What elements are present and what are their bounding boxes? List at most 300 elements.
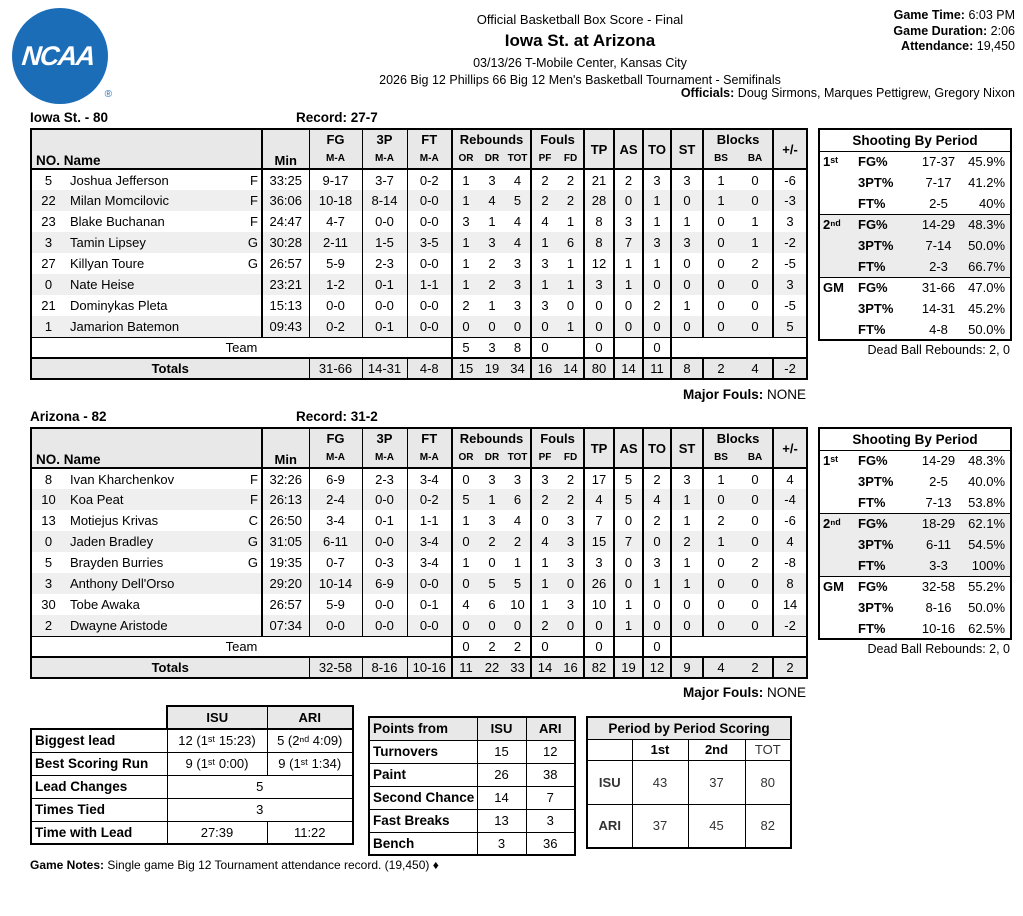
player-name: Jamarion Batemon (70, 318, 180, 334)
leads-row (31, 752, 353, 775)
team-to: 0 (643, 636, 671, 657)
stat-pf: 4 (531, 211, 558, 232)
col-header-fg-ma: M-A (309, 149, 362, 169)
stat-oreb: 0 (452, 615, 479, 636)
shoot-stat: FG% (858, 154, 888, 170)
shoot-pct: 62.5% (968, 620, 1006, 636)
team-oreb: 0 (452, 636, 479, 657)
stat-to: 0 (643, 615, 671, 636)
stat-dreb: 2 (488, 256, 496, 271)
totals-plus-minus: 2 (773, 657, 807, 678)
shoot-pct: 47.0% (966, 277, 1011, 298)
stat-oreb: 1 (452, 552, 479, 573)
team1-record: Record: 27-7 (296, 110, 378, 125)
stat-ft: 3-4 (407, 531, 452, 552)
points-from-header-row (369, 717, 575, 740)
stat-treb: 1 (513, 555, 522, 570)
col-header-min: Min (262, 428, 309, 468)
header-center (290, 12, 870, 87)
stat-st: 1 (671, 510, 703, 531)
col-header-fouls: Fouls (531, 129, 584, 149)
col-header-fg: FG (309, 428, 362, 448)
stat-tp: 7 (584, 510, 614, 531)
col-header-min: Min (262, 129, 309, 169)
col-header-fouls: Fouls (531, 428, 584, 448)
col-header-blocks: Blocks (703, 129, 773, 149)
stat-fg: 0-0 (309, 615, 362, 636)
col-header-dr: DR (479, 149, 505, 169)
team2-box-table (30, 427, 808, 679)
player-name-cell (65, 295, 262, 316)
stat-dreb: 1 (488, 298, 496, 313)
shoot-period (819, 193, 857, 214)
totals-tp: 82 (584, 657, 614, 678)
stat-plus-minus: -8 (773, 552, 807, 573)
stat-min: 26:13 (262, 489, 309, 510)
shoot-made-att: 3-3 (911, 555, 966, 576)
player-position: C (248, 513, 258, 528)
totals-pf: 16 (531, 358, 558, 379)
shooting-row (819, 597, 1011, 618)
stat-bs: 0 (703, 552, 738, 573)
player-position: F (250, 214, 258, 229)
game-duration-line (893, 24, 1015, 40)
totals-as: 14 (614, 358, 643, 379)
shoot-period (819, 618, 857, 639)
player-name-wrap (66, 277, 260, 292)
stat-oreb: 0 (452, 316, 479, 337)
stat-fg: 5-9 (309, 253, 362, 274)
stat-fd: 0 (566, 298, 575, 313)
stat-ft: 0-0 (407, 253, 452, 274)
leads-row-label: Times Tied (31, 798, 167, 821)
stat-fd: 2 (566, 471, 575, 487)
stat-treb: 4 (513, 235, 522, 250)
stat-as: 0 (614, 190, 643, 211)
stat-as: 0 (614, 552, 643, 573)
shoot-period: GM (819, 277, 857, 298)
totals-tp: 80 (584, 358, 614, 379)
totals-fd: 16 (558, 657, 584, 678)
stat-ft: 0-0 (407, 211, 452, 232)
player-name-cell (65, 232, 262, 253)
period-scoring-tot: 82 (745, 804, 791, 848)
stat-plus-minus: 5 (773, 316, 807, 337)
player-row (31, 489, 807, 510)
leads-ari-value: 11:22 (267, 821, 353, 844)
player-row (31, 169, 807, 190)
stat-fd: 1 (566, 318, 575, 334)
shoot-pct: 40.0% (968, 474, 1006, 489)
col-header-3p-ma: M-A (362, 149, 407, 169)
player-row (31, 316, 807, 337)
stat-3p: 6-9 (362, 573, 407, 594)
col-header-ba: BA (738, 448, 773, 468)
game-notes-line (30, 858, 439, 872)
stat-tp: 0 (584, 316, 614, 337)
stat-bs: 2 (703, 510, 738, 531)
shoot-stat: FT% (858, 195, 886, 211)
stat-plus-minus: 4 (773, 531, 807, 552)
stat-to: 3 (643, 169, 671, 190)
stat-tp: 21 (584, 169, 614, 190)
team1-box-body (31, 169, 807, 379)
player-name-cell (65, 468, 262, 489)
stat-plus-minus: 4 (773, 468, 807, 489)
totals-3p: 8-16 (362, 657, 407, 678)
stat-fg: 10-18 (309, 190, 362, 211)
stat-3p: 0-1 (362, 510, 407, 531)
stat-bs: 0 (703, 211, 738, 232)
player-name-wrap (66, 256, 260, 271)
period-scoring-2nd: 45 (688, 804, 745, 848)
stat-3p: 0-3 (362, 552, 407, 573)
team-row-filler (671, 636, 807, 657)
period-scoring-1st: 43 (632, 760, 688, 804)
totals-row (31, 657, 807, 678)
leads-shared-value: 5 (167, 775, 353, 798)
points-from-isu: 14 (477, 786, 526, 809)
stat-oreb: 1 (452, 232, 479, 253)
points-from-isu: 13 (477, 809, 526, 832)
player-name: Brayden Burries (70, 555, 164, 570)
player-position: G (247, 534, 258, 549)
stat-oreb: 0 (452, 573, 479, 594)
stat-3p: 0-1 (362, 316, 407, 337)
player-number: 27 (41, 256, 56, 271)
stat-oreb: 0 (452, 468, 479, 489)
stat-ft: 0-2 (407, 169, 452, 190)
stat-min: 30:28 (262, 232, 309, 253)
stat-pf: 1 (531, 573, 558, 594)
stat-dreb: 3 (488, 513, 496, 528)
shoot-period (819, 235, 857, 256)
team1-title-line (30, 110, 806, 126)
team2-box-body (31, 468, 807, 678)
stat-dreb: 1 (488, 214, 496, 229)
col-header-3p-ma: M-A (362, 448, 407, 468)
stat-dreb: 3 (488, 235, 496, 250)
period-scoring-1st: 37 (632, 804, 688, 848)
stat-bs: 1 (703, 468, 738, 489)
game-time-label: Game Time: (893, 8, 965, 22)
stat-as: 0 (614, 295, 643, 316)
player-row (31, 190, 807, 211)
shoot-period: 2ⁿᵈ (819, 214, 857, 235)
col-header-to: TO (643, 428, 671, 468)
stat-fg: 6-11 (309, 531, 362, 552)
leads-row-label: Time with Lead (31, 821, 167, 844)
leads-row (31, 775, 353, 798)
shoot-made-att: 14-29 (921, 453, 956, 469)
stat-pf: 1 (531, 274, 558, 295)
stat-as: 7 (614, 531, 643, 552)
shooting-row (819, 235, 1011, 256)
player-name-wrap (66, 472, 260, 487)
player-name-wrap (66, 235, 260, 250)
stat-to: 4 (643, 489, 671, 510)
stat-dreb: 0 (488, 318, 496, 334)
leads-header-isu: ISU (167, 706, 267, 729)
player-number: 30 (41, 597, 56, 612)
stat-fd: 3 (566, 534, 575, 549)
stat-as: 2 (614, 169, 643, 190)
shoot-pct: 45.9% (968, 154, 1006, 170)
shoot-period: 1ˢᵗ (823, 154, 838, 170)
shoot-period (819, 534, 857, 555)
team-oreb: 5 (452, 337, 479, 358)
totals-dreb: 19 (479, 358, 505, 379)
stat-ft: 0-0 (407, 316, 452, 337)
points-from-row (369, 740, 575, 763)
stat-oreb: 3 (452, 211, 479, 232)
col-header-to: TO (643, 129, 671, 169)
shoot-period: 1ˢᵗ (823, 453, 838, 469)
shooting-row (819, 298, 1011, 319)
stat-dreb: 1 (488, 492, 496, 507)
shoot-stat: FT% (858, 321, 886, 337)
stat-min: 07:34 (262, 615, 309, 636)
player-name-cell (65, 552, 262, 573)
stat-plus-minus: 3 (773, 211, 807, 232)
col-header-or: OR (452, 149, 479, 169)
totals-as: 19 (614, 657, 643, 678)
stat-st: 2 (671, 531, 703, 552)
stat-as: 5 (614, 468, 643, 489)
shoot-stat: FT% (857, 555, 911, 576)
shoot-made-att: 7-17 (925, 175, 952, 190)
stat-bs: 0 (703, 316, 738, 337)
stat-as: 0 (614, 573, 643, 594)
team1-name-score: Iowa St. - 80 (30, 110, 109, 125)
team-tp: 0 (584, 337, 614, 358)
stat-min: 29:20 (262, 573, 309, 594)
stat-st: 0 (671, 190, 703, 211)
points-from-ari: 36 (526, 832, 575, 855)
shoot-pct: 50.0% (968, 600, 1006, 615)
player-name-wrap (66, 513, 260, 528)
points-from-table (368, 716, 576, 856)
period-scoring-header-tot: TOT (745, 739, 791, 760)
stat-st: 0 (671, 615, 703, 636)
stat-fd: 3 (566, 555, 575, 570)
event-line: 2026 Big 12 Phillips 66 Big 12 Men's Basketball Tournament - Semifinals (379, 73, 781, 87)
stat-fg: 3-4 (309, 510, 362, 531)
totals-treb: 33 (505, 657, 531, 678)
team-pf: 0 (531, 636, 558, 657)
stat-pf: 2 (531, 169, 558, 190)
major-fouls-value: NONE (766, 387, 806, 402)
leads-ari-value: 5 (2ⁿᵈ 4:09) (267, 729, 353, 752)
col-header-fd: FD (558, 448, 584, 468)
col-header-no-name: NO. Name (31, 428, 262, 468)
period-scoring-row (587, 760, 791, 804)
stat-3p: 0-1 (362, 274, 407, 295)
leads-row (31, 821, 353, 844)
stat-ba: 0 (751, 492, 759, 507)
stat-plus-minus: -6 (773, 169, 807, 190)
stat-as: 1 (614, 615, 643, 636)
shoot-made-att: 17-37 (921, 154, 956, 170)
stat-bs: 0 (703, 232, 738, 253)
stat-bs: 1 (703, 169, 738, 190)
stat-dreb: 0 (488, 555, 496, 570)
stat-ba: 0 (751, 193, 759, 208)
points-from-label: Fast Breaks (369, 809, 477, 832)
shooting-panel-title: Shooting By Period (819, 129, 1011, 151)
points-from-row (369, 809, 575, 832)
shoot-stat: FG% (857, 277, 911, 298)
stat-ft: 3-4 (407, 468, 452, 489)
team-row-filler (671, 337, 807, 358)
ncaa-logo-text: NCAA (20, 40, 96, 71)
points-from-ari: 3 (526, 809, 575, 832)
player-name-cell (65, 510, 262, 531)
stat-st: 1 (671, 211, 703, 232)
totals-dreb: 22 (479, 657, 505, 678)
team1-major-fouls (30, 387, 806, 402)
stat-fd: 3 (566, 513, 575, 528)
stat-3p: 3-7 (362, 169, 407, 190)
stat-3p: 2-3 (362, 253, 407, 274)
stat-ft: 0-2 (407, 489, 452, 510)
stat-ft: 0-0 (407, 615, 452, 636)
shooting-row (819, 576, 1011, 597)
leads-isu-value: 12 (1ˢᵗ 15:23) (167, 729, 267, 752)
stat-ft: 3-4 (407, 552, 452, 573)
points-from-isu: 15 (477, 740, 526, 763)
stat-st: 3 (671, 232, 703, 253)
matchup-title: Iowa St. at Arizona (504, 31, 656, 50)
stat-oreb: 1 (452, 169, 479, 190)
shoot-stat: FG% (857, 214, 911, 235)
stat-dreb: 2 (488, 534, 496, 549)
leads-header-row (31, 706, 353, 729)
shoot-made-att: 14-31 (921, 301, 956, 316)
totals-bs: 2 (703, 358, 738, 379)
stat-tp: 15 (584, 531, 614, 552)
stat-min: 31:05 (262, 531, 309, 552)
shoot-made-att: 2-3 (911, 256, 966, 277)
period-scoring-table (586, 716, 792, 849)
shoot-made-att: 4-8 (929, 321, 948, 337)
shoot-period: GM (819, 576, 857, 597)
stat-fg: 0-0 (309, 295, 362, 316)
stat-oreb: 2 (452, 295, 479, 316)
totals-bs: 4 (703, 657, 738, 678)
stat-3p: 0-0 (362, 489, 407, 510)
player-name-cell (65, 615, 262, 636)
stat-oreb: 1 (452, 510, 479, 531)
stat-treb: 5 (513, 576, 522, 591)
player-row (31, 274, 807, 295)
points-from-title: Points from (369, 717, 477, 740)
totals-ft: 10-16 (407, 657, 452, 678)
col-header-fd: FD (558, 149, 584, 169)
stat-min: 19:35 (262, 552, 309, 573)
stat-ft: 0-0 (407, 573, 452, 594)
stat-ft: 0-0 (407, 295, 452, 316)
player-number: 2 (44, 617, 53, 633)
stat-to: 0 (643, 531, 671, 552)
totals-ba: 2 (738, 657, 773, 678)
col-header-dr: DR (479, 448, 505, 468)
stat-ba: 2 (751, 555, 759, 570)
stat-to: 1 (643, 573, 671, 594)
stat-min: 24:47 (262, 211, 309, 232)
col-header-bs: BS (703, 149, 738, 169)
stat-oreb: 0 (452, 531, 479, 552)
player-name: Anthony Dell'Orso (70, 576, 175, 591)
leads-header-ari: ARI (267, 706, 353, 729)
stat-pf: 1 (531, 594, 558, 615)
stat-as: 0 (614, 510, 643, 531)
officials-line (681, 86, 1015, 100)
points-from-ari: 12 (526, 740, 575, 763)
stat-plus-minus: -5 (773, 253, 807, 274)
stat-ba: 0 (751, 513, 759, 528)
stat-to: 0 (643, 274, 671, 295)
stat-fg: 0-2 (309, 316, 362, 337)
shoot-period (819, 471, 857, 492)
stat-min: 26:57 (262, 594, 309, 615)
shoot-period (819, 298, 857, 319)
player-name-wrap (66, 173, 260, 188)
col-header-plus-minus: +/- (773, 129, 807, 169)
shoot-stat: FT% (857, 256, 911, 277)
team2-major-fouls (30, 685, 806, 700)
team-rebounds-row (31, 636, 807, 657)
leads-isu-value: 9 (1ˢᵗ 0:00) (167, 752, 267, 775)
period-scoring-header-row (587, 739, 791, 760)
leads-row (31, 798, 353, 821)
team-dreb: 2 (479, 636, 505, 657)
ncaa-logo (12, 8, 112, 108)
stat-fg: 5-9 (309, 594, 362, 615)
player-number: 10 (41, 492, 56, 507)
player-name: Nate Heise (70, 277, 135, 292)
stat-tp: 26 (584, 573, 614, 594)
team-treb: 8 (505, 337, 531, 358)
points-from-isu: 3 (477, 832, 526, 855)
period-scoring-title: Period by Period Scoring (587, 717, 791, 739)
stat-fg: 6-9 (309, 468, 362, 489)
stat-fd: 1 (566, 214, 575, 229)
stat-ba: 1 (751, 214, 759, 229)
shooting-row (819, 492, 1011, 513)
player-number: 21 (41, 298, 56, 313)
totals-fd: 14 (558, 358, 584, 379)
stat-fg: 2-4 (309, 489, 362, 510)
shoot-stat: 3PT% (857, 534, 911, 555)
stat-st: 3 (671, 169, 703, 190)
stat-fd: 2 (566, 172, 575, 188)
stat-tp: 17 (584, 468, 614, 489)
player-name-cell (65, 253, 262, 274)
shooting-row (819, 151, 1011, 172)
player-row (31, 211, 807, 232)
stat-to: 3 (643, 232, 671, 253)
col-header-bs: BS (703, 448, 738, 468)
stat-pf: 2 (531, 489, 558, 510)
stat-min: 26:50 (262, 510, 309, 531)
team1-shooting-panel (818, 128, 1012, 341)
shoot-made-att: 18-29 (911, 513, 966, 534)
team-as (614, 337, 643, 358)
stat-fd: 6 (566, 235, 575, 250)
col-header-ft: FT (407, 428, 452, 448)
player-position: G (247, 256, 258, 271)
